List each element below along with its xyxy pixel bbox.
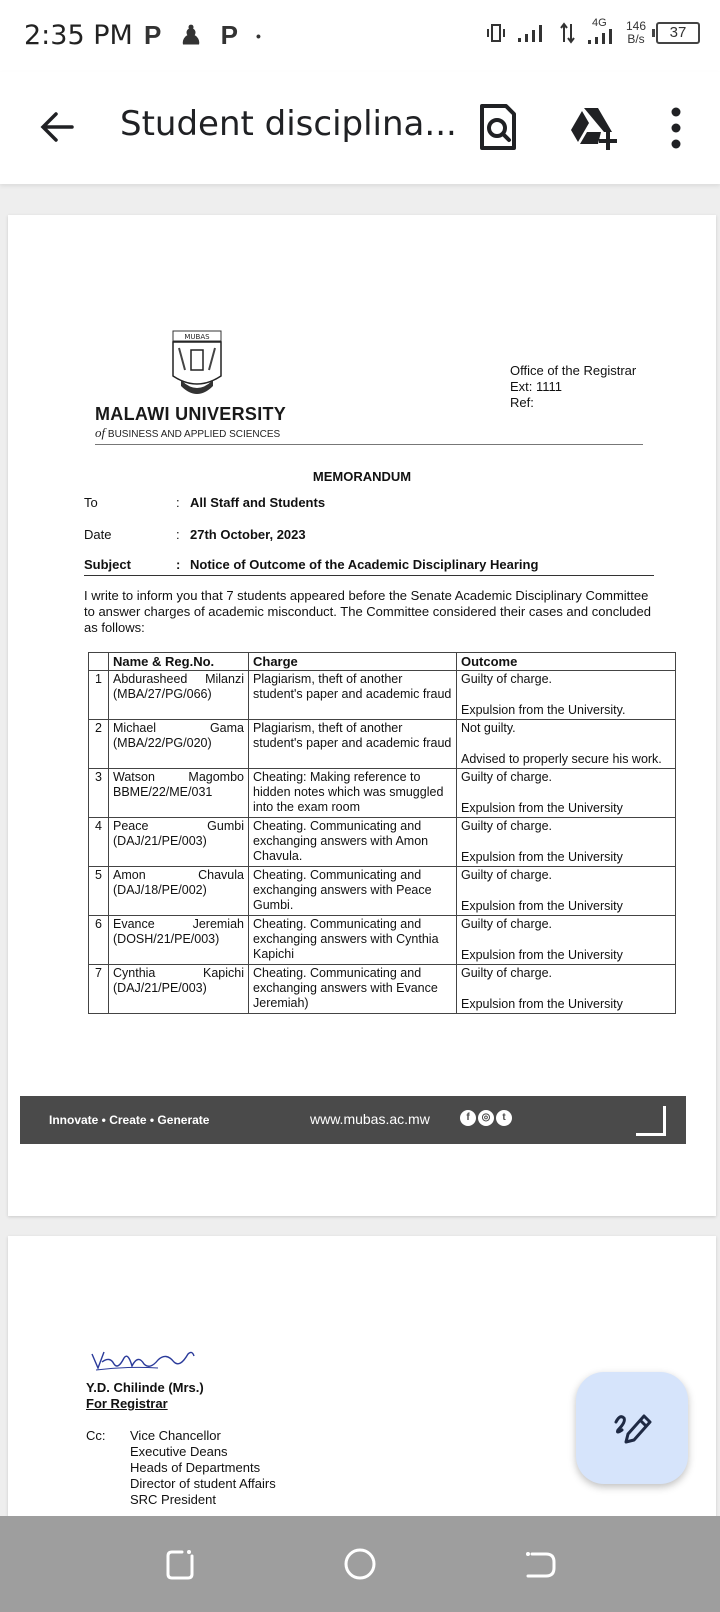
cc-label: Cc: [86,1428,106,1443]
student-name-cell [109,769,249,818]
outcome-sanction: Advised to properly secure his work. [461,752,662,766]
subject-label: Subject [84,557,131,572]
outcome-cell [457,867,676,916]
cc-item: SRC President [130,1492,216,1507]
back-nav-button[interactable] [522,1546,558,1582]
student-reg-no: (DAJ/18/PE/002) [113,883,207,897]
student-name-cell [109,965,249,1014]
header-no [89,653,109,671]
student-reg-no: (DAJ/21/PE/003) [113,834,207,848]
system-navigation-bar [0,1516,720,1612]
cc-item: Heads of Departments [130,1460,261,1475]
student-last-name: Kapichi [203,966,244,980]
recents-button[interactable] [162,1546,198,1582]
student-first-name: Cynthia [113,966,156,980]
university-sub: BUSINESS AND APPLIED SCIENCES [107,429,281,440]
social-icons [460,1110,512,1126]
outcomes-table [88,652,676,1014]
outcome-cell [457,769,676,818]
more-vert-icon [656,104,696,152]
header-charge: Charge [249,653,457,671]
p-app-icon: P [144,20,162,50]
outcome-cell [457,965,676,1014]
facebook-icon: f [460,1110,476,1126]
row-number: 7 [89,965,109,1014]
subject-value: Notice of Outcome of the Academic Disciplinary Hearing [190,557,539,572]
cc-item: Executive Deans [130,1444,228,1459]
row-number: 4 [89,818,109,867]
footer-corner-mark [636,1106,666,1136]
to-label: To [84,495,98,510]
table-header-row [89,653,676,671]
charge-cell: Plagiarism, theft of another student's paper and academic fraud [249,671,457,720]
table-row [89,720,676,769]
cc-item: Director of student Affairs [130,1476,276,1491]
student-last-name: Magombo [188,770,244,784]
outcome-sanction: Expulsion from the University. [461,703,626,717]
pdf-page-1[interactable] [8,215,716,1216]
table-row [89,965,676,1014]
table-row [89,916,676,965]
charge-cell: Cheating. Communicating and exchanging answers with Amon Chavula. [249,818,457,867]
system-status [486,17,700,46]
student-name-cell [109,818,249,867]
home-button[interactable] [342,1546,378,1582]
net-speed [626,20,646,46]
footer-banner [20,1096,686,1144]
signatory-name: Y.D. Chilinde (Mrs.) [86,1380,204,1395]
student-name [113,721,244,736]
signature-image [88,1344,198,1374]
charge-cell: Cheating: Making reference to hidden notes which was smuggled into the exam room [249,769,457,818]
outcome-sanction: Expulsion from the University [461,899,623,913]
battery-icon: 37 [656,22,700,44]
student-last-name: Gama [209,721,244,735]
student-name [113,819,244,834]
outcome-sanction: Expulsion from the University [461,997,623,1011]
charge-cell: Cheating. Communicating and exchanging answers with Cynthia Kapichi [249,916,457,965]
date-label: Date [84,527,112,542]
student-first-name: Peace [113,819,149,833]
chess-app-icon: ♟ [179,20,203,50]
outcome-sanction: Expulsion from the University [461,948,623,962]
office-title: Office of the Registrar [510,363,637,378]
outcome-verdict: Not guilty. [461,721,516,735]
charge-cell: Cheating. Communicating and exchanging answers with Evance Jeremiah) [249,965,457,1014]
office-ext: Ext: 1111 [510,379,563,394]
student-first-name: Abdurasheed [113,672,188,686]
instagram-icon: ◎ [478,1110,494,1126]
outcome-verdict: Guilty of charge. [461,966,553,980]
subject-colon: : [176,557,181,572]
outcome-verdict: Guilty of charge. [461,868,553,882]
outcome-cell [457,916,676,965]
student-first-name: Watson [113,770,155,784]
row-number: 3 [89,769,109,818]
student-name [113,770,244,785]
recents-icon [162,1546,198,1582]
notification-icons [144,20,261,51]
charge-cell: Plagiarism, theft of another student's paper and academic fraud [249,720,457,769]
outcome-verdict: Guilty of charge. [461,819,553,833]
signal-4g-icon [586,17,616,45]
back-nav-icon [522,1546,558,1582]
outcome-cell [457,818,676,867]
status-bar [0,0,720,72]
table-row [89,671,676,720]
table-row [89,769,676,818]
student-first-name: Evance [113,917,155,931]
app-bar [0,72,720,184]
twitter-icon: t [496,1110,512,1126]
student-reg-no: BBME/22/ME/031 [113,785,213,799]
office-block [510,363,636,411]
outcome-sanction: Expulsion from the University [461,801,623,815]
net-speed-value: 146 [625,19,646,33]
vibrate-icon [486,22,506,44]
student-name [113,966,244,981]
header-name: Name & Reg.No. [109,653,249,671]
university-subtitle [95,425,280,441]
university-of: of [95,425,106,440]
svg-text:MUBAS: MUBAS [184,333,210,341]
data-transfer-icon [560,22,576,44]
mubas-crest-logo [171,330,223,402]
student-name [113,672,244,687]
header-divider [95,444,643,445]
more-notifications-dot: • [256,27,261,44]
student-reg-no: (MBA/27/PG/066) [113,687,212,701]
to-value: All Staff and Students [190,495,326,510]
outcome-sanction: Expulsion from the University [461,850,623,864]
outcome-verdict: Guilty of charge. [461,672,553,686]
network-type: 4G [591,17,607,29]
cc-item: Vice Chancellor [130,1428,221,1443]
table-row [89,867,676,916]
search-document-icon [474,102,522,154]
date-colon: : [176,527,180,542]
row-number: 6 [89,916,109,965]
footer-tagline: Innovate • Create • Generate [49,1113,210,1127]
document-title: Student disciplina... [120,104,457,144]
outcome-verdict: Guilty of charge. [461,917,553,931]
student-first-name: Michael [113,721,157,735]
row-number: 2 [89,720,109,769]
edit-fab-button[interactable] [576,1372,688,1484]
charge-cell: Cheating. Communicating and exchanging answers with Peace Gumbi. [249,867,457,916]
add-to-drive-button[interactable] [568,102,620,154]
outcome-cell [457,720,676,769]
arrow-left-icon [34,102,84,152]
status-time: 2:35 PM [24,20,133,51]
row-number: 1 [89,671,109,720]
student-last-name: Milanzi [205,672,244,686]
student-reg-no: (DAJ/21/PE/003) [113,981,207,995]
date-value: 27th October, 2023 [190,527,306,542]
memo-intro: I write to inform you that 7 students appeared before the Senate Academic Disciplinary Committee to answer charges of academic misconduct. The Committee considered their cases and concluded as follows: [84,588,651,635]
student-name-cell [109,867,249,916]
student-last-name: Jeremiah [192,917,244,931]
footer-website: www.mubas.ac.mw [310,1111,430,1127]
signal-icon [516,22,550,44]
outcome-cell [457,671,676,720]
student-name-cell [109,916,249,965]
student-name [113,917,244,932]
student-name [113,868,244,883]
row-number: 5 [89,867,109,916]
cc-list [130,1428,276,1508]
header-outcome: Outcome [457,653,676,671]
p-app-icon-2: P [220,20,238,50]
student-reg-no: (DOSH/21/PE/003) [113,932,220,946]
student-name-cell [109,720,249,769]
to-colon: : [176,495,180,510]
back-button[interactable] [34,102,84,152]
student-first-name: Amon [113,868,146,882]
table-row [89,818,676,867]
student-last-name: Gumbi [207,819,244,833]
net-speed-unit: B/s [627,32,645,46]
office-ref: Ref: [510,395,534,410]
student-name-cell [109,671,249,720]
university-name: MALAWI UNIVERSITY [95,404,287,424]
edit-pen-icon [612,1408,652,1448]
more-options-button[interactable] [656,104,696,152]
student-last-name: Chavula [198,868,244,882]
student-reg-no: (MBA/22/PG/020) [113,736,212,750]
home-icon [342,1546,378,1582]
search-in-document-button[interactable] [474,102,522,154]
for-registrar: For Registrar [86,1396,168,1411]
subject-divider [84,575,654,576]
outcome-verdict: Guilty of charge. [461,770,553,784]
add-to-drive-icon [568,102,620,154]
memo-title: MEMORANDUM [312,469,412,484]
